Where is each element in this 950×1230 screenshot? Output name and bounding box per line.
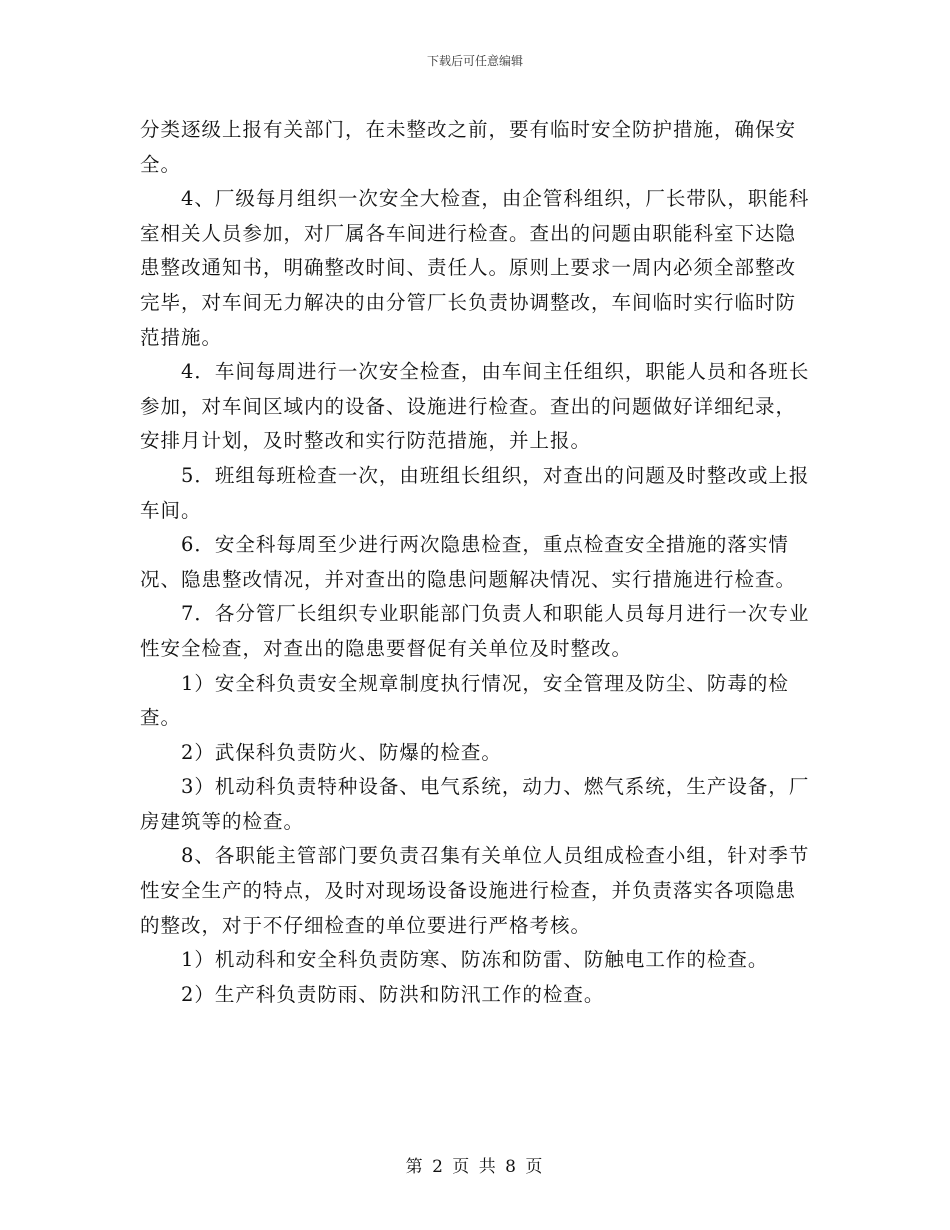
paragraph-6: 7．各分管厂长组织专业职能部门负责人和职能人员每月进行一次专业性安全检查，对查出的隐患要督促有关单位及时整改。 [140, 602, 810, 660]
document-body [140, 113, 816, 1012]
paragraph-12: 2）生产科负责防雨、防洪和防汛工作的检查。 [181, 982, 605, 1006]
paragraph-9: 3）机动科负责特种设备、电气系统，动力、燃气系统，生产设备，厂房建筑等的检查。 [140, 775, 810, 833]
paragraph-1: 分类逐级上报有关部门，在未整改之前，要有临时安全防护措施，确保安全。 [140, 118, 797, 176]
page-footer: 第 2 页 共 8 页 [405, 1157, 545, 1177]
paragraph-4: 5．班组每班检查一次，由班组长组织，对查出的问题及时整改或上报车间。 [140, 463, 810, 522]
paragraph-7: 1）安全科负责安全规章制度执行情况，安全管理及防尘、防毒的检查。 [140, 671, 789, 730]
paragraph-8: 2）武保科负责防火、防爆的检查。 [181, 740, 502, 764]
paragraph-3: 4．车间每周进行一次安全检查，由车间主任组织，职能人员和各班长参加，对车间区域内的设备、设施进行检查。查出的问题做好详细纪录，安排月计划，及时整改和实行防范措施，并上报。 [140, 360, 810, 453]
paragraph-10: 8、各职能主管部门要负责召集有关单位人员组成检查小组，针对季节性安全生产的特点，及时对现场设备设施进行检查，并负责落实各项隐患的整改，对于不仔细检查的单位要进行严格考核。 [140, 844, 810, 937]
paragraph-5: 6．安全科每周至少进行两次隐患检查，重点检查安全措施的落实情况、隐患整改情况，并对查出的隐患问题解决情况、实行措施进行检查。 [140, 533, 797, 591]
paragraph-2: 4、厂级每月组织一次安全大检查，由企管科组织，厂长带队，职能科室相关人员参加，对厂属各车间进行检查。查出的问题由职能科室下达隐患整改通知书，明确整改时间、责任人。原则上要求一周内必须全部整改完毕，对车间无力解决的由分管厂长负责协调整改，车间临时实行临时防范措施。 [140, 187, 810, 349]
paragraph-11: 1）机动科和安全科负责防寒、防冻和防雷、防触电工作的检查。 [181, 948, 769, 972]
page-header: 下载后可任意编辑 [426, 54, 523, 68]
